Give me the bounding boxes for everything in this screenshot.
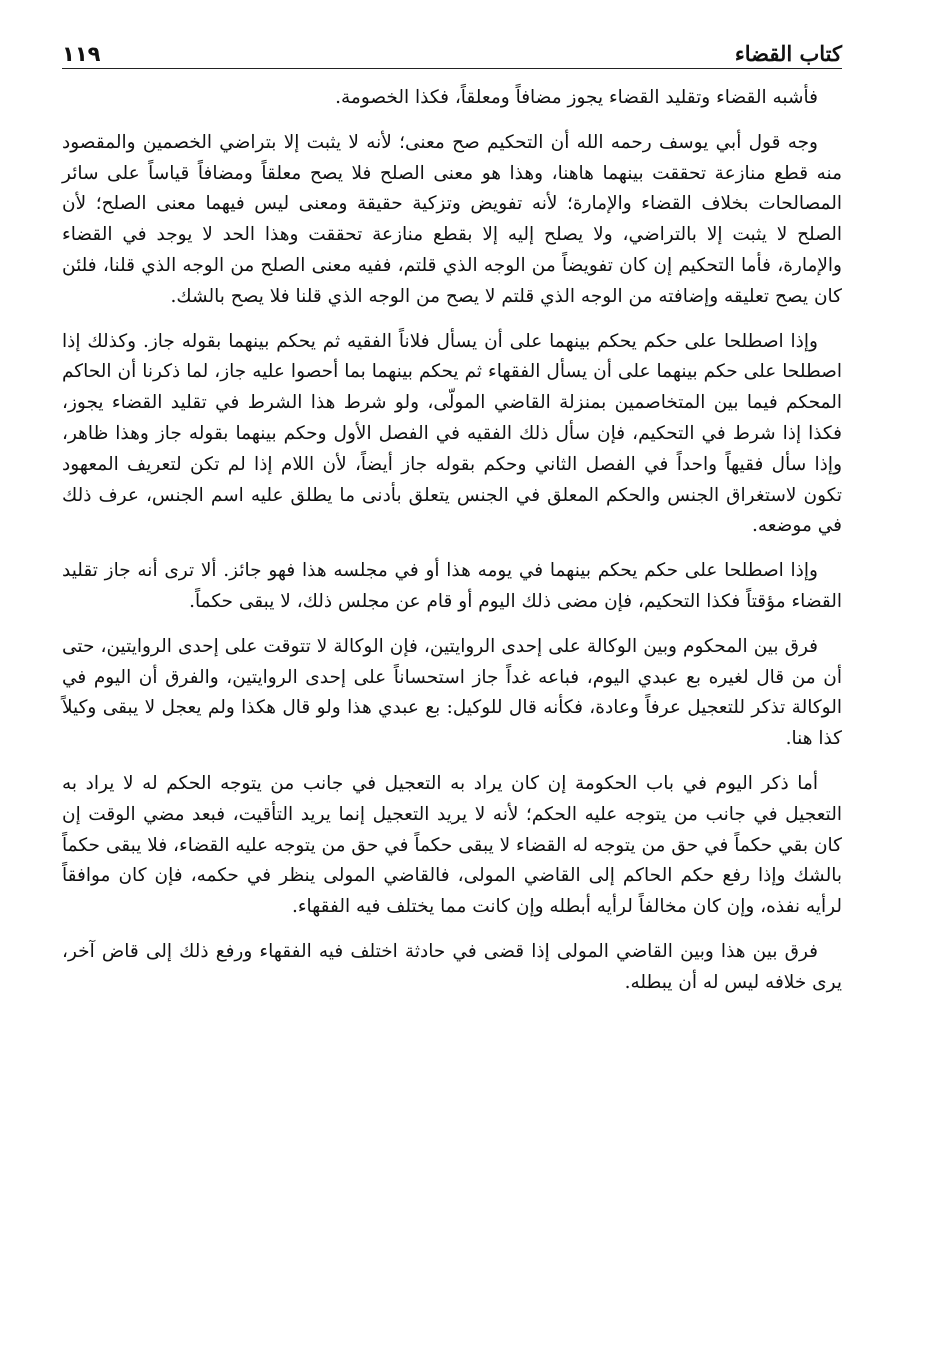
body-text xyxy=(62,83,842,999)
paragraph-1: فأشبه القضاء وتقليد القضاء يجوز مضافاً ومعلقاً، فكذا الخصومة. xyxy=(335,87,818,108)
book-title: كتاب القضاء xyxy=(734,41,842,66)
page-header xyxy=(62,30,842,69)
page-number: ١١٩ xyxy=(62,42,101,66)
paragraph-4: وإذا اصطلحا على حكم يحكم بينهما في يومه هذا أو في مجلسه هذا فهو جائز. ألا ترى أنه جاز تقليد القضاء مؤقتاً فكذا التحكيم، فإن مضى ذلك اليوم أو قام عن مجلس ذلك، لا يبقى حكماً. xyxy=(62,560,842,612)
document-page xyxy=(62,30,842,1340)
paragraph-2: وجه قول أبي يوسف رحمه الله أن التحكيم صح معنى؛ لأنه لا يثبت إلا بتراضي الخصمين والمقصود منه قطع منازعة تحققت بينهما هاهنا، وهذا هو معنى الصلح فلا يصح معلقاً ومضافاً قياساً على سائر المصالحات بخلاف القضاء والإمارة؛ لأنه تفويض وتزكية حقيقة ومعنى ليس فيهما معنى الصلح؛ لأن الصلح لا يثبت إلا بالتراضي، ولا يصلح إليه إلا بقطع منازعة تحققت وهذا الحد لا يوجد في القضاء والإمارة، فأما التحكيم إن كان تفويضاً من الوجه الذي قلتم، ففيه معنى الصلح من الوجه الذي قلنا، فلئن كان يصح تعليقه وإضافته من الوجه الذي قلتم لا يصح من الوجه الذي قلنا فلا يصح بالشك. xyxy=(62,131,842,307)
paragraph-7: فرق بين هذا وبين القاضي المولى إذا قضى في حادثة اختلف فيه الفقهاء ورفع ذلك إلى قاض آخر، يرى خلافه ليس له أن يبطله. xyxy=(62,940,842,993)
paragraph-3: وإذا اصطلحا على حكم يحكم بينهما على أن يسأل فلاناً الفقيه ثم يحكم بينهما بقوله جاز. وكذلك إذا اصطلحا على حكم بينهما على أن يسأل الفقهاء ثم يحكم بينهما بما أحصوا عليه جاز، لما ذكرنا أن الحاكم المحكم فيما بين المتخاصمين بمنزلة القاضي المولّى، ولو شرط هذا الشرط في تقليد القضاء يجوز، فكذا إذا شرط في التحكيم، فإن سأل ذلك الفقيه في الفصل الأول وحكم بينهما بقوله جاز وهذا ظاهر، وإذا سأل فقيهاً واحداً في الفصل الثاني وحكم بقوله جاز أيضاً، لأن اللام إذا لم تكن لتعريف المعهود تكون لاستغراق الجنس والحكم المعلق في الجنس يتعلق بأدنى ما يطلق عليه اسم الجنس، عرف ذلك في موضعه. xyxy=(62,330,842,537)
paragraph-6: أما ذكر اليوم في باب الحكومة إن كان يراد به التعجيل في جانب من يتوجه الحكم له لا يراد به التعجيل في جانب من يتوجه عليه الحكم؛ لأنه لا يريد التعجيل إنما يريد التأقيت، فبعد مضي الوقت إن كان بقي حكماً في حق من يتوجه له القضاء لا يبقى حكماً في حق من يتوجه عليه القضاء، فلا يبقى حكماً بالشك وإذا رفع حكم الحاكم إلى القاضي المولى، فالقاضي المولى ينظر في حكمه، فإن كان موافقاً لرأيه نفذه، وإن كان مخالفاً لرأيه أبطله وإن كانت مما يختلف فيه الفقهاء. xyxy=(62,772,842,918)
paragraph-5: فرق بين المحكوم وبين الوكالة على إحدى الروايتين، فإن الوكالة لا تتوقت على إحدى الروايتين، حتى أن من قال لغيره بع عبدي اليوم، فباعه غداً جاز استحساناً على إحدى الروايتين، والفرق أن اليوم في الوكالة تذكر للتعجيل عرفاً وعادة، فكأنه قال للوكيل: بع عبدي هذا ولو قال هكذا ولم يعجل لا يبقى وكيلاً كذا هنا. xyxy=(62,635,842,750)
